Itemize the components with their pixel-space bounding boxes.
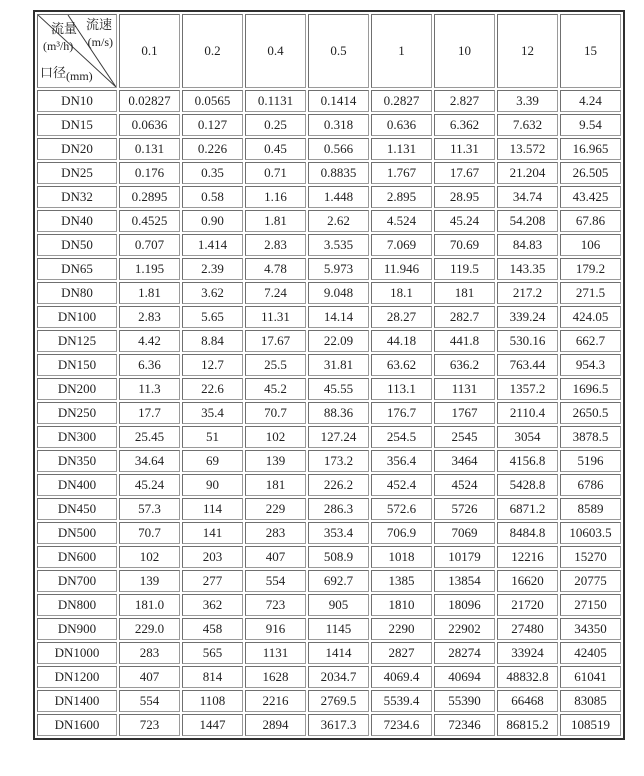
flow-value-cell: 554	[245, 570, 306, 592]
table-row	[37, 618, 621, 640]
flow-value-cell: 28.95	[434, 186, 495, 208]
flow-value-cell: 13854	[434, 570, 495, 592]
flow-value-cell: 0.131	[119, 138, 180, 160]
flow-value-cell: 0.71	[245, 162, 306, 184]
flow-value-cell: 176.7	[371, 402, 432, 424]
flow-value-cell: 954.3	[560, 354, 621, 376]
flow-value-cell: 141	[182, 522, 243, 544]
diameter-cell: DN25	[37, 162, 117, 184]
flow-value-cell: 530.16	[497, 330, 558, 352]
table-row	[37, 282, 621, 304]
flow-value-cell: 67.86	[560, 210, 621, 232]
flow-value-cell: 0.02827	[119, 90, 180, 112]
flow-value-cell: 28.27	[371, 306, 432, 328]
flow-value-cell: 2.83	[245, 234, 306, 256]
table-row	[37, 426, 621, 448]
flow-value-cell: 22.6	[182, 378, 243, 400]
flow-value-cell: 44.18	[371, 330, 432, 352]
flow-value-cell: 0.58	[182, 186, 243, 208]
flow-value-cell: 28274	[434, 642, 495, 664]
flow-value-cell: 723	[119, 714, 180, 736]
flow-value-cell: 8589	[560, 498, 621, 520]
flow-value-cell: 31.81	[308, 354, 369, 376]
flow-value-cell: 3.535	[308, 234, 369, 256]
column-header-velocity-0.4: 0.4	[245, 14, 306, 88]
flow-value-cell: 11.3	[119, 378, 180, 400]
flow-value-cell: 3464	[434, 450, 495, 472]
diameter-cell: DN40	[37, 210, 117, 232]
table-row	[37, 594, 621, 616]
table-row	[37, 210, 621, 232]
flow-value-cell: 0.45	[245, 138, 306, 160]
flow-value-cell: 7.069	[371, 234, 432, 256]
flow-value-cell: 40694	[434, 666, 495, 688]
flow-value-cell: 18096	[434, 594, 495, 616]
diameter-cell: DN125	[37, 330, 117, 352]
flow-value-cell: 66468	[497, 690, 558, 712]
flow-value-cell: 3878.5	[560, 426, 621, 448]
table-body	[37, 14, 621, 736]
flow-value-cell: 4156.8	[497, 450, 558, 472]
flow-value-cell: 21.204	[497, 162, 558, 184]
flow-value-cell: 34.74	[497, 186, 558, 208]
flow-value-cell: 763.44	[497, 354, 558, 376]
flow-value-cell: 2545	[434, 426, 495, 448]
flow-value-cell: 179.2	[560, 258, 621, 280]
diameter-cell: DN1000	[37, 642, 117, 664]
diameter-cell: DN20	[37, 138, 117, 160]
diameter-cell: DN450	[37, 498, 117, 520]
flow-value-cell: 43.425	[560, 186, 621, 208]
flow-value-cell: 6.36	[119, 354, 180, 376]
flow-value-cell: 7.24	[245, 282, 306, 304]
table-row	[37, 666, 621, 688]
flow-value-cell: 2.895	[371, 186, 432, 208]
flow-value-cell: 723	[245, 594, 306, 616]
table-row	[37, 354, 621, 376]
flow-value-cell: 7234.6	[371, 714, 432, 736]
flow-value-cell: 18.1	[371, 282, 432, 304]
flow-value-cell: 5196	[560, 450, 621, 472]
table-row	[37, 690, 621, 712]
flow-value-cell: 57.3	[119, 498, 180, 520]
flow-value-cell: 2650.5	[560, 402, 621, 424]
flow-value-cell: 814	[182, 666, 243, 688]
table-row	[37, 378, 621, 400]
flow-value-cell: 1145	[308, 618, 369, 640]
flow-value-cell: 0.35	[182, 162, 243, 184]
table-row	[37, 450, 621, 472]
flow-value-cell: 1810	[371, 594, 432, 616]
flow-value-cell: 229.0	[119, 618, 180, 640]
flow-value-cell: 17.67	[434, 162, 495, 184]
flow-value-cell: 2290	[371, 618, 432, 640]
flow-value-cell: 441.8	[434, 330, 495, 352]
flow-value-cell: 458	[182, 618, 243, 640]
flow-value-cell: 1357.2	[497, 378, 558, 400]
flow-value-cell: 282.7	[434, 306, 495, 328]
flow-value-cell: 8484.8	[497, 522, 558, 544]
flow-value-cell: 5.973	[308, 258, 369, 280]
flow-value-cell: 508.9	[308, 546, 369, 568]
flow-value-cell: 353.4	[308, 522, 369, 544]
flow-value-cell: 45.24	[119, 474, 180, 496]
diameter-cell: DN250	[37, 402, 117, 424]
diameter-label-text: 口径	[40, 65, 67, 80]
flow-value-cell: 226.2	[308, 474, 369, 496]
flow-value-cell: 42405	[560, 642, 621, 664]
flow-value-cell: 916	[245, 618, 306, 640]
flow-value-cell: 20775	[560, 570, 621, 592]
flow-value-cell: 5539.4	[371, 690, 432, 712]
flow-value-cell: 5428.8	[497, 474, 558, 496]
flow-value-cell: 254.5	[371, 426, 432, 448]
flow-value-cell: 905	[308, 594, 369, 616]
flow-value-cell: 139	[245, 450, 306, 472]
flow-value-cell: 9.54	[560, 114, 621, 136]
flow-value-cell: 139	[119, 570, 180, 592]
flow-value-cell: 0.25	[245, 114, 306, 136]
flow-value-cell: 45.55	[308, 378, 369, 400]
table-row	[37, 258, 621, 280]
flow-value-cell: 1447	[182, 714, 243, 736]
flow-value-cell: 55390	[434, 690, 495, 712]
flow-value-cell: 45.2	[245, 378, 306, 400]
flow-value-cell: 229	[245, 498, 306, 520]
flow-value-cell: 86815.2	[497, 714, 558, 736]
column-header-velocity-12: 12	[497, 14, 558, 88]
flow-value-cell: 407	[119, 666, 180, 688]
diameter-cell: DN80	[37, 282, 117, 304]
flow-value-cell: 119.5	[434, 258, 495, 280]
flow-value-cell: 181	[245, 474, 306, 496]
flow-value-cell: 90	[182, 474, 243, 496]
flow-value-cell: 1131	[245, 642, 306, 664]
flow-value-cell: 2827	[371, 642, 432, 664]
flow-value-cell: 21720	[497, 594, 558, 616]
flow-value-cell: 84.83	[497, 234, 558, 256]
flow-value-cell: 12.7	[182, 354, 243, 376]
diameter-cell: DN150	[37, 354, 117, 376]
flow-value-cell: 51	[182, 426, 243, 448]
table-row	[37, 90, 621, 112]
column-header-velocity-0.5: 0.5	[308, 14, 369, 88]
flow-value-cell: 108519	[560, 714, 621, 736]
flow-value-cell: 12216	[497, 546, 558, 568]
header-row	[37, 14, 621, 88]
flow-value-cell: 102	[245, 426, 306, 448]
flow-value-cell: 0.8835	[308, 162, 369, 184]
flow-value-cell: 0.0565	[182, 90, 243, 112]
table-row	[37, 522, 621, 544]
flow-value-cell: 17.7	[119, 402, 180, 424]
flow-value-cell: 2034.7	[308, 666, 369, 688]
flow-value-cell: 1696.5	[560, 378, 621, 400]
table-row	[37, 402, 621, 424]
flow-unit-label: (m³/h)	[43, 39, 74, 53]
diameter-cell: DN10	[37, 90, 117, 112]
diameter-cell: DN50	[37, 234, 117, 256]
flow-value-cell: 70.7	[245, 402, 306, 424]
flow-value-cell: 11.31	[245, 306, 306, 328]
flow-conversion-table-container	[33, 10, 625, 740]
flow-value-cell: 4524	[434, 474, 495, 496]
flow-value-cell: 181.0	[119, 594, 180, 616]
flow-value-cell: 706.9	[371, 522, 432, 544]
flow-value-cell: 17.67	[245, 330, 306, 352]
flow-value-cell: 10603.5	[560, 522, 621, 544]
flow-value-cell: 339.24	[497, 306, 558, 328]
flow-value-cell: 13.572	[497, 138, 558, 160]
flow-value-cell: 10179	[434, 546, 495, 568]
flow-value-cell: 2.83	[119, 306, 180, 328]
diameter-cell: DN1600	[37, 714, 117, 736]
flow-value-cell: 2.39	[182, 258, 243, 280]
flow-value-cell: 7069	[434, 522, 495, 544]
diameter-cell: DN100	[37, 306, 117, 328]
flow-value-cell: 217.2	[497, 282, 558, 304]
flow-value-cell: 2894	[245, 714, 306, 736]
table-row	[37, 474, 621, 496]
flow-value-cell: 34.64	[119, 450, 180, 472]
flow-value-cell: 4069.4	[371, 666, 432, 688]
column-header-velocity-1: 1	[371, 14, 432, 88]
flow-value-cell: 1.81	[245, 210, 306, 232]
flow-value-cell: 565	[182, 642, 243, 664]
flow-value-cell: 2110.4	[497, 402, 558, 424]
flow-value-cell: 1.16	[245, 186, 306, 208]
table-row	[37, 570, 621, 592]
flow-value-cell: 33924	[497, 642, 558, 664]
velocity-label: 流速	[85, 17, 112, 32]
flow-value-cell: 15270	[560, 546, 621, 568]
flow-value-cell: 0.318	[308, 114, 369, 136]
diameter-cell: DN1200	[37, 666, 117, 688]
flow-value-cell: 26.505	[560, 162, 621, 184]
flow-value-cell: 63.62	[371, 354, 432, 376]
table-row	[37, 330, 621, 352]
flow-value-cell: 54.208	[497, 210, 558, 232]
diameter-label	[40, 65, 93, 83]
flow-value-cell: 1.81	[119, 282, 180, 304]
flow-value-cell: 5.65	[182, 306, 243, 328]
flow-value-cell: 286.3	[308, 498, 369, 520]
flow-value-cell: 424.05	[560, 306, 621, 328]
column-header-velocity-15: 15	[560, 14, 621, 88]
flow-value-cell: 34350	[560, 618, 621, 640]
flow-value-cell: 25.5	[245, 354, 306, 376]
flow-value-cell: 27150	[560, 594, 621, 616]
flow-value-cell: 0.4525	[119, 210, 180, 232]
flow-value-cell: 662.7	[560, 330, 621, 352]
flow-value-cell: 70.69	[434, 234, 495, 256]
flow-value-cell: 1.448	[308, 186, 369, 208]
diameter-cell: DN400	[37, 474, 117, 496]
column-header-velocity-0.1: 0.1	[119, 14, 180, 88]
flow-label: 流量	[51, 21, 78, 36]
flow-value-cell: 1.195	[119, 258, 180, 280]
flow-value-cell: 271.5	[560, 282, 621, 304]
flow-value-cell: 1628	[245, 666, 306, 688]
flow-value-cell: 11.946	[371, 258, 432, 280]
flow-value-cell: 45.24	[434, 210, 495, 232]
table-row	[37, 714, 621, 736]
flow-value-cell: 6.362	[434, 114, 495, 136]
diameter-cell: DN500	[37, 522, 117, 544]
flow-value-cell: 35.4	[182, 402, 243, 424]
flow-value-cell: 0.0636	[119, 114, 180, 136]
flow-value-cell: 106	[560, 234, 621, 256]
table-row	[37, 498, 621, 520]
diameter-cell: DN1400	[37, 690, 117, 712]
flow-value-cell: 181	[434, 282, 495, 304]
table-row	[37, 642, 621, 664]
diameter-cell: DN65	[37, 258, 117, 280]
flow-value-cell: 3.62	[182, 282, 243, 304]
flow-value-cell: 173.2	[308, 450, 369, 472]
flow-value-cell: 4.524	[371, 210, 432, 232]
flow-value-cell: 283	[119, 642, 180, 664]
diameter-cell: DN15	[37, 114, 117, 136]
flow-value-cell: 452.4	[371, 474, 432, 496]
flow-value-cell: 1385	[371, 570, 432, 592]
diameter-cell: DN900	[37, 618, 117, 640]
flow-value-cell: 636.2	[434, 354, 495, 376]
flow-value-cell: 22.09	[308, 330, 369, 352]
flow-value-cell: 7.632	[497, 114, 558, 136]
table-row	[37, 138, 621, 160]
flow-value-cell: 22902	[434, 618, 495, 640]
flow-value-cell: 0.1414	[308, 90, 369, 112]
flow-value-cell: 0.1131	[245, 90, 306, 112]
flow-value-cell: 83085	[560, 690, 621, 712]
flow-value-cell: 1767	[434, 402, 495, 424]
flow-value-cell: 0.176	[119, 162, 180, 184]
flow-value-cell: 6871.2	[497, 498, 558, 520]
flow-value-cell: 1.131	[371, 138, 432, 160]
velocity-unit-label: (m/s)	[87, 35, 113, 49]
column-header-velocity-10: 10	[434, 14, 495, 88]
flow-value-cell: 0.90	[182, 210, 243, 232]
flow-value-cell: 1.414	[182, 234, 243, 256]
flow-value-cell: 3617.3	[308, 714, 369, 736]
flow-value-cell: 0.566	[308, 138, 369, 160]
flow-value-cell: 5726	[434, 498, 495, 520]
flow-value-cell: 0.636	[371, 114, 432, 136]
flow-value-cell: 283	[245, 522, 306, 544]
flow-value-cell: 1131	[434, 378, 495, 400]
flow-value-cell: 203	[182, 546, 243, 568]
table-row	[37, 546, 621, 568]
flow-value-cell: 143.35	[497, 258, 558, 280]
diameter-cell: DN700	[37, 570, 117, 592]
flow-value-cell: 11.31	[434, 138, 495, 160]
flow-value-cell: 61041	[560, 666, 621, 688]
flow-value-cell: 127.24	[308, 426, 369, 448]
table-row	[37, 114, 621, 136]
flow-value-cell: 16620	[497, 570, 558, 592]
flow-value-cell: 88.36	[308, 402, 369, 424]
flow-value-cell: 3054	[497, 426, 558, 448]
flow-value-cell: 0.2895	[119, 186, 180, 208]
flow-value-cell: 0.226	[182, 138, 243, 160]
flow-value-cell: 2.827	[434, 90, 495, 112]
flow-value-cell: 4.24	[560, 90, 621, 112]
flow-value-cell: 114	[182, 498, 243, 520]
column-header-velocity-0.2: 0.2	[182, 14, 243, 88]
flow-value-cell: 4.42	[119, 330, 180, 352]
flow-value-cell: 72346	[434, 714, 495, 736]
flow-value-cell: 4.78	[245, 258, 306, 280]
flow-value-cell: 2216	[245, 690, 306, 712]
corner-header-cell	[37, 14, 117, 88]
flow-value-cell: 25.45	[119, 426, 180, 448]
flow-value-cell: 1.767	[371, 162, 432, 184]
flow-value-cell: 70.7	[119, 522, 180, 544]
flow-value-cell: 1108	[182, 690, 243, 712]
flow-value-cell: 48832.8	[497, 666, 558, 688]
flow-value-cell: 16.965	[560, 138, 621, 160]
flow-value-cell: 113.1	[371, 378, 432, 400]
flow-value-cell: 9.048	[308, 282, 369, 304]
flow-value-cell: 554	[119, 690, 180, 712]
flow-value-cell: 102	[119, 546, 180, 568]
flow-value-cell: 407	[245, 546, 306, 568]
flow-value-cell: 6786	[560, 474, 621, 496]
flow-value-cell: 1414	[308, 642, 369, 664]
flow-value-cell: 1018	[371, 546, 432, 568]
flow-value-cell: 2769.5	[308, 690, 369, 712]
flow-value-cell: 8.84	[182, 330, 243, 352]
flow-value-cell: 356.4	[371, 450, 432, 472]
flow-value-cell: 362	[182, 594, 243, 616]
flow-value-cell: 277	[182, 570, 243, 592]
table-row	[37, 162, 621, 184]
flow-rate-table	[33, 10, 625, 740]
diameter-cell: DN32	[37, 186, 117, 208]
table-row	[37, 306, 621, 328]
flow-value-cell: 0.2827	[371, 90, 432, 112]
table-row	[37, 234, 621, 256]
flow-value-cell: 27480	[497, 618, 558, 640]
table-row	[37, 186, 621, 208]
diameter-cell: DN800	[37, 594, 117, 616]
flow-value-cell: 0.707	[119, 234, 180, 256]
flow-value-cell: 3.39	[497, 90, 558, 112]
flow-value-cell: 2.62	[308, 210, 369, 232]
diameter-cell: DN350	[37, 450, 117, 472]
flow-value-cell: 572.6	[371, 498, 432, 520]
diameter-cell: DN200	[37, 378, 117, 400]
flow-value-cell: 69	[182, 450, 243, 472]
diameter-unit-label: (mm)	[66, 69, 93, 83]
diameter-cell: DN300	[37, 426, 117, 448]
flow-value-cell: 14.14	[308, 306, 369, 328]
diameter-cell: DN600	[37, 546, 117, 568]
flow-value-cell: 692.7	[308, 570, 369, 592]
flow-value-cell: 0.127	[182, 114, 243, 136]
